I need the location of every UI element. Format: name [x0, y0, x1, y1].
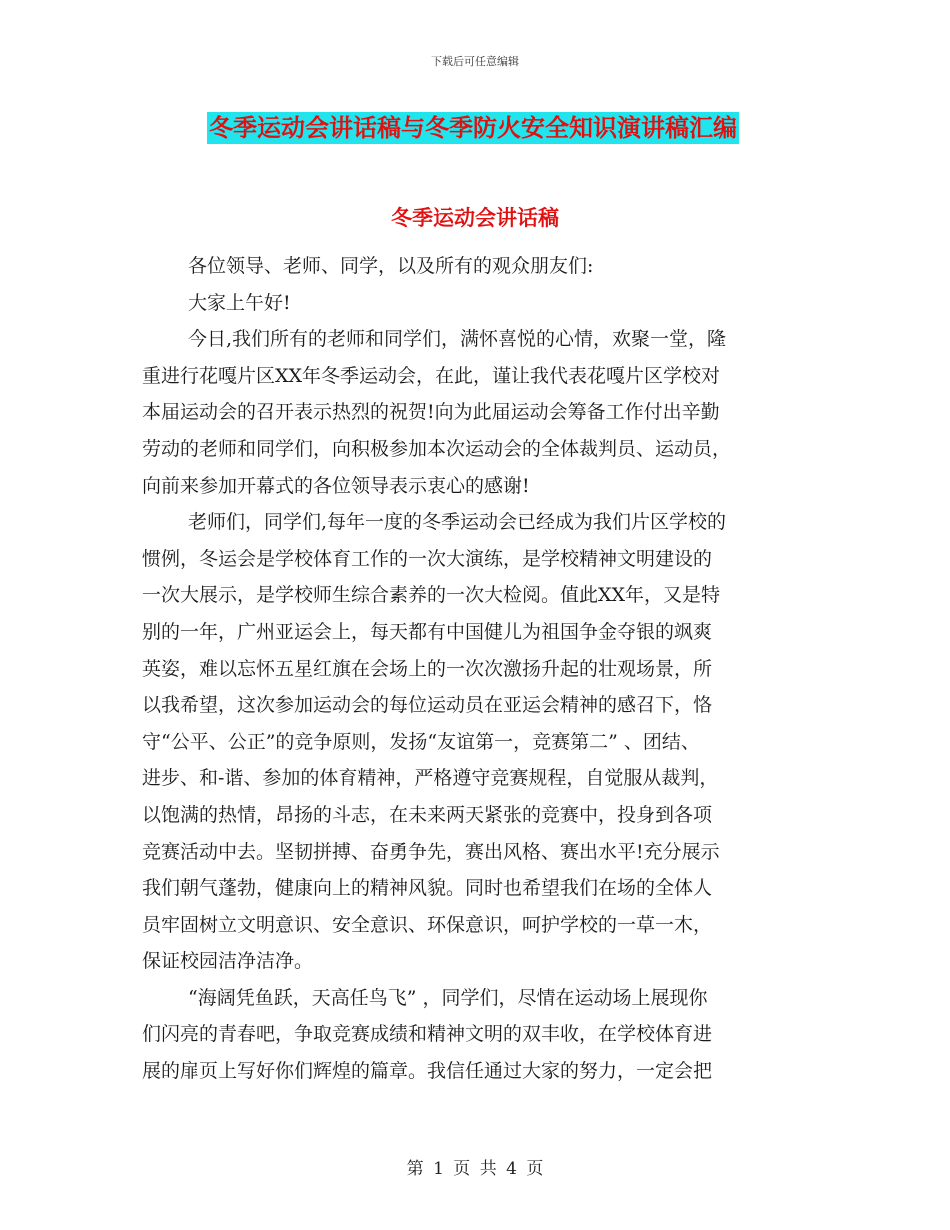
paragraph-line: 劳动的老师和同学们，向积极参加本次运动会的全体裁判员、运动员， — [142, 437, 732, 460]
paragraph-line: 大家上午好! — [188, 291, 291, 314]
paragraph-line: “海阔凭鱼跃，天高任鸟飞” ，同学们，尽情在运动场上展现你 — [188, 986, 708, 1009]
paragraph-line: 重进行花嘎片区XX年冬季运动会，在此，谨让我代表花嘎片区学校对 — [142, 364, 721, 387]
paragraph-line: 老师们，同学们,每年一度的冬季运动会已经成为我们片区学校的 — [188, 511, 727, 534]
header-note: 下载后可任意编辑 — [431, 55, 519, 68]
body-text — [142, 248, 822, 1090]
paragraph-line: 本届运动会的召开表示热烈的祝贺!向为此届运动会筹备工作付出辛勤 — [142, 401, 720, 424]
paragraph-line: 员牢固树立文明意识、安全意识、环保意识，呵护学校的一草一木， — [142, 913, 713, 936]
paragraph-line: 以饱满的热情，昂扬的斗志，在未来两天紧张的竞赛中，投身到各项 — [142, 803, 713, 826]
paragraph-line: 们闪亮的青春吧，争取竞赛成绩和精神文明的双丰收，在学校体育进 — [142, 1023, 713, 1046]
paragraph-line: 别的一年，广州亚运会上，每天都有中国健儿为祖国争金夺银的飒爽 — [142, 620, 713, 643]
paragraph-line: 向前来参加开幕式的各位领导表示衷心的感谢! — [142, 474, 530, 497]
section-title: 冬季运动会讲话稿 — [391, 205, 559, 230]
paragraph-line: 以我希望，这次参加运动会的每位运动员在亚运会精神的感召下，恪 — [142, 694, 713, 717]
paragraph-line: 守“公平、公正”的竞争原则，发扬“友谊第一，竞赛第二” 、团结、 — [142, 730, 700, 753]
paragraph-line: 一次大展示，是学校师生综合素养的一次大检阅。值此XX年，又是特 — [142, 584, 721, 607]
paragraph-line: 竞赛活动中去。坚韧拼搏、奋勇争先，赛出风格、赛出水平!充分展示 — [142, 840, 720, 863]
paragraph-line: 各位领导、老师、同学，以及所有的观众朋友们: — [188, 255, 594, 277]
paragraph-line: 保证校园洁净洁净。 — [142, 950, 314, 973]
paragraph-line: 我们朝气蓬勃，健康向上的精神风貌。同时也希望我们在场的全体人 — [142, 877, 713, 900]
paragraph-line: 惯例，冬运会是学校体育工作的一次大演练，是学校精神文明建设的 — [142, 547, 713, 570]
paragraph-line: 英姿，难以忘怀五星红旗在会场上的一次次激扬升起的壮观场景，所 — [142, 657, 713, 680]
paragraph-line: 展的扉页上写好你们辉煌的篇章。我信任通过大家的努力，一定会把 — [142, 1060, 713, 1083]
paragraph-line: 今日,我们所有的老师和同学们，满怀喜悦的心情，欢聚一堂，隆 — [188, 328, 727, 351]
page-footer: 第 1 页 共 4 页 — [406, 1159, 544, 1179]
document-title: 冬季运动会讲话稿与冬季防火安全知识演讲稿汇编 — [209, 113, 737, 142]
paragraph-line: 进步、和-谐、参加的体育精神，严格遵守竞赛规程，自觉服从裁判， — [142, 767, 719, 790]
